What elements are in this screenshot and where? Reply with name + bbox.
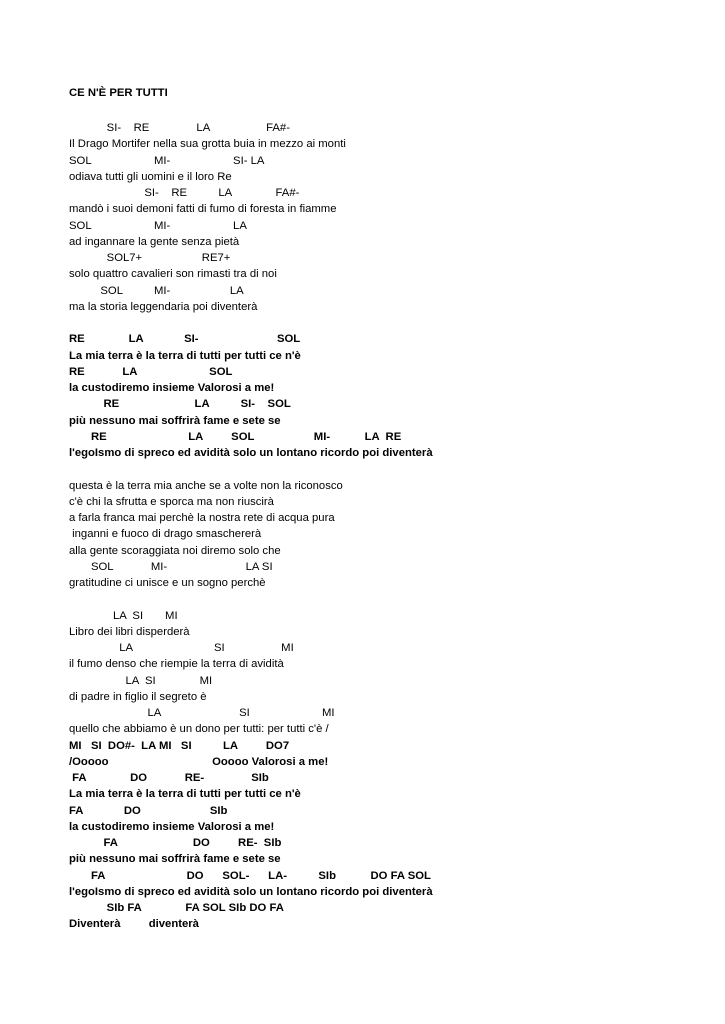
chord-line: SOL MI- LA SI: [69, 560, 273, 573]
lyric-line: /Ooooo Ooooo Valorosi a me!: [69, 755, 329, 768]
chord-line: LA SI MI: [69, 674, 213, 687]
chord-line: LA SI MI: [69, 642, 294, 654]
blank-line: [69, 461, 709, 477]
lyric-line: di padre in figlio il segreto è: [69, 690, 207, 703]
lyric-line: Diventerà diventerà: [69, 918, 199, 931]
lyric-line: l'egoIsmo di spreco ed avidità solo un lontano ricordo poi diventerà: [69, 447, 433, 459]
chord-line: FA DO RE- SIb: [69, 772, 269, 784]
lyric-line: questa è la terra mia anche se a volte non la riconosco: [69, 479, 343, 492]
chord-line: FA DO SIb: [69, 804, 228, 817]
lyric-line: solo quattro cavalieri son rimasti tra di noi: [69, 268, 277, 281]
lyric-line: c'è chi la sfrutta e sporca ma non riuscirà: [69, 495, 274, 508]
lyric-line: gratitudine ci unisce e un sogno perchè: [69, 577, 266, 589]
song-title: CE N'È PER TUTTI: [69, 87, 168, 99]
chord-line: SI- RE LA FA#-: [69, 122, 290, 134]
blank-line: [69, 315, 709, 331]
chord-line: LA SI MI: [69, 609, 178, 622]
chord-line: RE LA SI- SOL: [69, 333, 301, 346]
lyrics-body: [69, 120, 709, 933]
chord-line: RE LA SI- SOL: [69, 398, 291, 411]
lyric-line: alla gente scoraggiata noi diremo solo che: [69, 544, 281, 557]
lyric-line: l'egoIsmo di spreco ed avidità solo un lontano ricordo poi diventerà: [69, 885, 433, 898]
chord-line: SOL MI- LA: [69, 284, 244, 297]
chord-line: SIb FA FA SOL SIb DO FA: [69, 902, 284, 914]
lyric-line: il fumo denso che riempie la terra di avidità: [69, 658, 284, 671]
chord-line: SOL7+ RE7+: [69, 252, 231, 264]
lyric-line: ad ingannare la gente senza pietà: [69, 235, 240, 248]
lyric-line: Il Drago Mortifer nella sua grotta buia in mezzo ai monti: [69, 138, 346, 151]
chord-line: FA DO SOL- LA- SIb DO FA SOL: [69, 869, 431, 882]
lyric-line: odiava tutti gli uomini e il loro Re: [69, 170, 232, 183]
lyric-line: la custodiremo insieme Valorosi a me!: [69, 820, 275, 833]
lyric-line: inganni e fuoco di drago smaschererà: [69, 528, 262, 541]
lyric-line: ma la storia leggendaria poi diventerà: [69, 300, 258, 313]
lyric-line: La mia terra è la terra di tutti per tutti ce n'è: [69, 788, 301, 801]
chord-line: FA DO RE- SIb: [69, 837, 282, 849]
chord-line: SOL MI- SI- LA: [69, 154, 265, 167]
lyric-line: a farla franca mai perchè la nostra rete di acqua pura: [69, 512, 335, 524]
chord-line: RE LA SOL MI- LA RE: [69, 430, 402, 443]
chord-line: MI SI DO#- LA MI SI LA DO7: [69, 739, 290, 752]
lyric-line: più nessuno mai soffrirà fame e sete se: [69, 414, 281, 427]
lyric-line: quello che abbiamo è un dono per tutti: per tutti c'è /: [69, 723, 329, 736]
chord-line: SOL MI- LA: [69, 219, 247, 232]
chord-line: SI- RE LA FA#-: [69, 187, 300, 199]
blank-line: [69, 591, 709, 607]
lyric-line: Libro dei libri disperderà: [69, 625, 190, 638]
lyric-line: più nessuno mai soffrirà fame e sete se: [69, 853, 281, 866]
lyric-line: La mia terra è la terra di tutti per tutti ce n'è: [69, 349, 301, 362]
chord-line: RE LA SOL: [69, 365, 233, 378]
lyric-line: la custodiremo insieme Valorosi a me!: [69, 382, 275, 394]
lyric-line: mandò i suoi demoni fatti di fumo di foresta in fiamme: [69, 203, 337, 216]
chord-line: LA SI MI: [69, 707, 335, 719]
